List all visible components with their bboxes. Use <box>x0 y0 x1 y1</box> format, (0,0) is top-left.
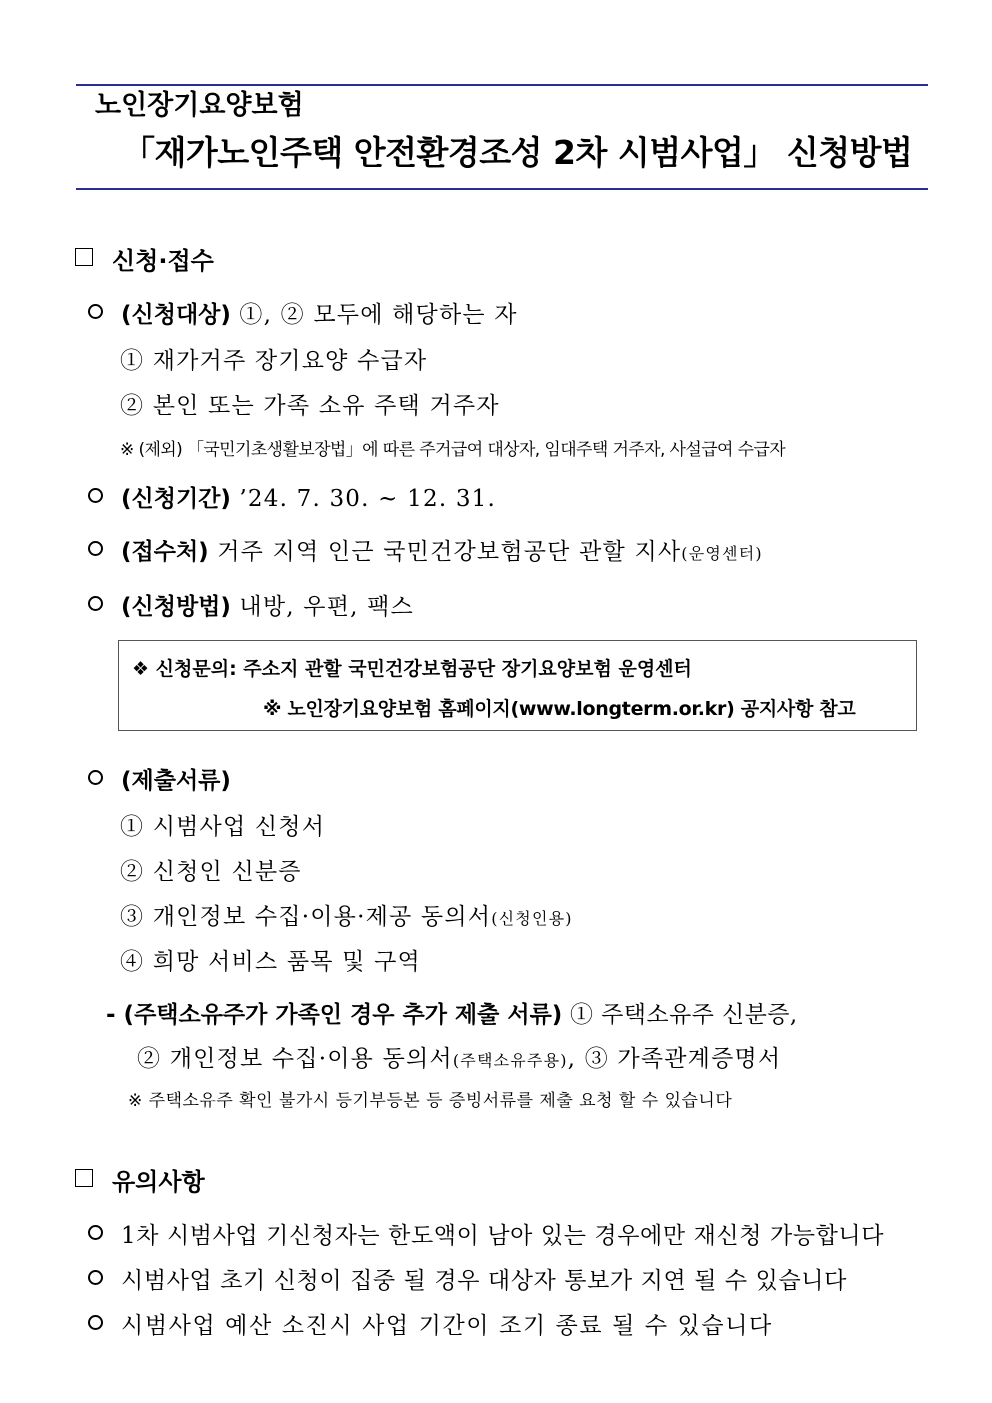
header-bottom-rule <box>76 188 928 190</box>
method-line <box>121 588 414 621</box>
bullet-circle-icon <box>88 541 103 556</box>
document-item-3-small: (신청인용) <box>491 909 573 928</box>
target-exclusion-note: ※ (제외) 「국민기초생활보장법」에 따른 주거급여 대상자, 임대주택 거주자, 사설급여 수급자 <box>120 440 786 460</box>
bullet-circle-icon <box>88 1225 103 1240</box>
office-small: (운영센터) <box>681 544 763 563</box>
period-label: (신청기간) <box>121 486 231 512</box>
header-subtitle: 노인장기요양보험 <box>95 90 304 121</box>
extra-documents-family: , ③ 가족관계증명서 <box>567 1046 782 1072</box>
notice-item-3: 시범사업 예산 소진시 사업 기간이 조기 종료 될 수 있습니다 <box>121 1313 773 1339</box>
extra-documents-line-1 <box>106 996 798 1029</box>
section-checkbox-icon <box>75 1169 93 1187</box>
ownership-note: ※ 주택소유주 확인 불가시 등기부등본 등 증빙서류를 제출 요청 할 수 있습니다 <box>128 1091 733 1111</box>
inquiry-line-2: ※ 노인장기요양보험 홈페이지(www.longterm.or.kr) 공지사항 참고 <box>263 698 856 720</box>
document-item-4: ④ 희망 서비스 품목 및 구역 <box>120 949 421 975</box>
document-item-3 <box>120 898 573 931</box>
extra-documents-first: ① 주택소유주 신분증, <box>570 1002 798 1028</box>
section-heading-application: 신청·접수 <box>112 247 214 275</box>
target-label: (신청대상) <box>121 302 231 328</box>
bullet-circle-icon <box>88 304 103 319</box>
office-line <box>121 533 763 566</box>
document-item-2: ② 신청인 신분증 <box>120 859 302 885</box>
documents-line <box>121 762 231 795</box>
section-heading-notes: 유의사항 <box>112 1168 205 1196</box>
extra-documents-small: (주택소유주용) <box>452 1051 568 1070</box>
period-text: ’24. 7. 30. ~ 12. 31. <box>239 486 497 512</box>
period-line <box>121 480 496 513</box>
extra-documents-consent: ② 개인정보 수집·이용 동의서 <box>137 1046 453 1072</box>
method-text: 내방, 우편, 팩스 <box>239 594 414 620</box>
page-title: 「재가노인주택 안전환경조성 2차 시범사업」 신청방법 <box>122 133 913 172</box>
notice-item-2: 시범사업 초기 신청이 집중 될 경우 대상자 통보가 지연 될 수 있습니다 <box>121 1268 847 1294</box>
bullet-circle-icon <box>88 770 103 785</box>
section-checkbox-icon <box>75 248 93 266</box>
target-item-1: ① 재가거주 장기요양 수급자 <box>120 348 428 374</box>
documents-label: (제출서류) <box>121 768 231 794</box>
document-item-3-text: ③ 개인정보 수집·이용·제공 동의서 <box>120 904 492 930</box>
inquiry-line-1: ❖ 신청문의: 주소지 관할 국민건강보험공단 장기요양보험 운영센터 <box>132 658 692 680</box>
bullet-circle-icon <box>88 1270 103 1285</box>
extra-documents-label: - (주택소유주가 가족인 경우 추가 제출 서류) <box>106 1002 563 1028</box>
bullet-circle-icon <box>88 596 103 611</box>
office-label: (접수처) <box>121 539 209 565</box>
extra-documents-line-2 <box>137 1040 781 1073</box>
office-text: 거주 지역 인근 국민건강보험공단 관할 지사 <box>217 539 682 565</box>
notice-item-1: 1차 시범사업 기신청자는 한도액이 남아 있는 경우에만 재신청 가능합니다 <box>121 1223 885 1249</box>
bullet-circle-icon <box>88 1315 103 1330</box>
document-item-1: ① 시범사업 신청서 <box>120 814 326 840</box>
target-text: ①, ② 모두에 해당하는 자 <box>239 302 518 328</box>
target-line <box>121 296 518 329</box>
method-label: (신청방법) <box>121 594 231 620</box>
bullet-circle-icon <box>88 488 103 503</box>
target-item-2: ② 본인 또는 가족 소유 주택 거주자 <box>120 393 500 419</box>
